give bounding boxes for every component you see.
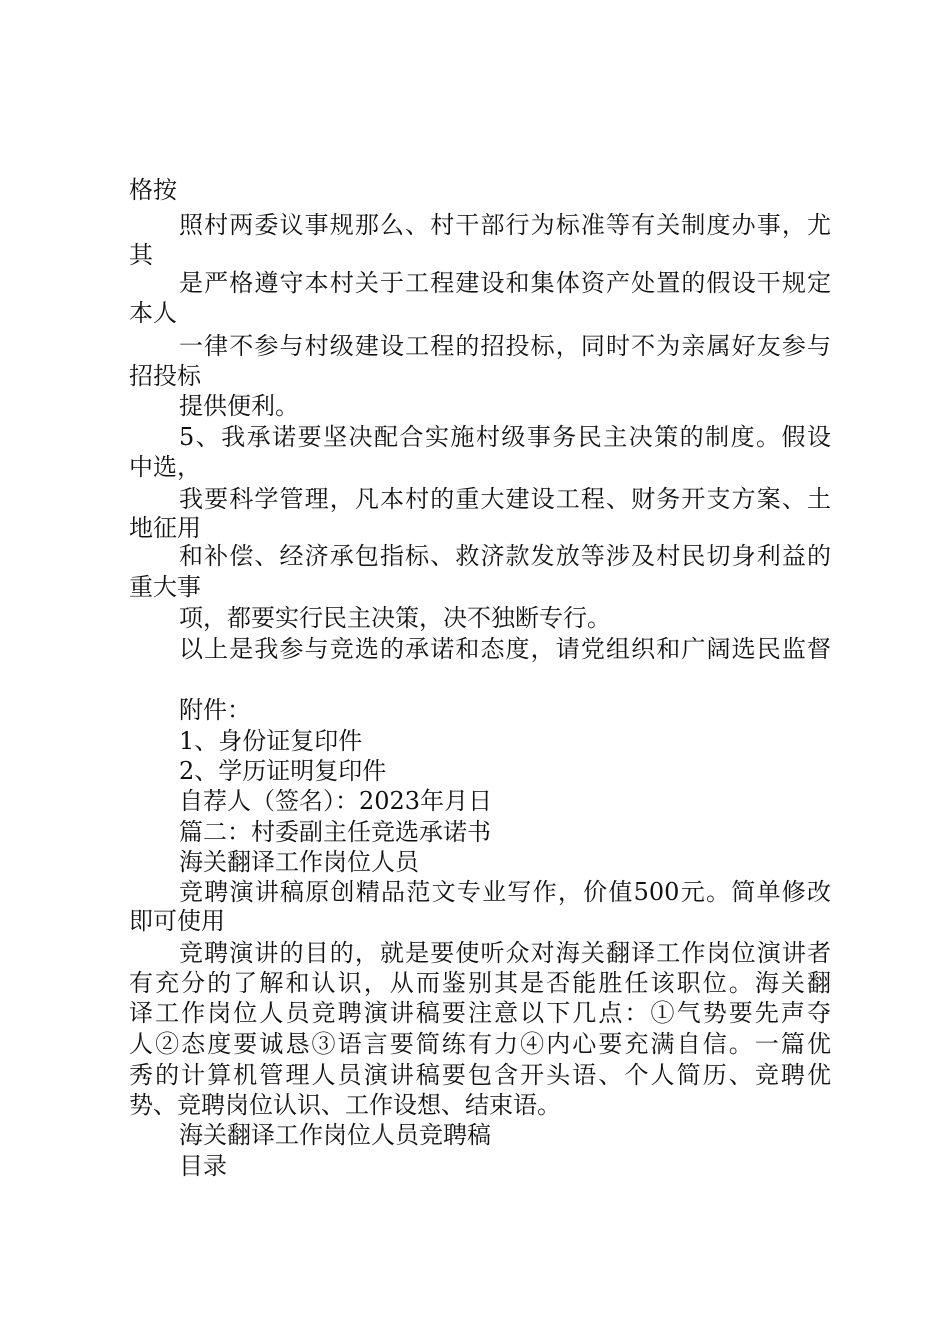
text-line: 提供便利。 bbox=[179, 392, 299, 420]
text-line: 势、竞聘岗位认识、工作设想、结束语。 bbox=[129, 1091, 561, 1119]
text-line: 2、学历证明复印件 bbox=[179, 757, 387, 785]
text-line: 即可使用 bbox=[129, 907, 225, 935]
text-line: 1、身份证复印件 bbox=[179, 727, 363, 755]
text-line: 其 bbox=[129, 241, 153, 269]
text-line: 格按 bbox=[129, 176, 177, 204]
text-line: 照村两委议事规那么、村干部行为标准等有关制度办事，尤 bbox=[179, 211, 831, 239]
text-line: 和补偿、经济承包指标、救济款发放等涉及村民切身利益的 bbox=[179, 542, 831, 570]
text-line: 地征用 bbox=[129, 514, 201, 542]
text-line: 是严格遵守本村关于工程建设和集体资产处置的假设干规定 bbox=[179, 269, 831, 297]
text-line: 海关翻译工作岗位人员 bbox=[179, 848, 419, 876]
text-line: 重大事 bbox=[129, 573, 201, 601]
text-line: 我要科学管理，凡本村的重大建设工程、财务开支方案、土 bbox=[179, 485, 831, 513]
text-line: 目录 bbox=[179, 1152, 227, 1180]
text-line: 附件： bbox=[179, 696, 251, 724]
text-line: 竞聘演讲稿原创精品范文专业写作，价值500元。简单修改 bbox=[179, 878, 831, 906]
text-line: 有充分的了解和认识，从而鉴别其是否能胜任该职位。海关翻 bbox=[129, 969, 831, 997]
text-line: 译工作岗位人员竞聘演讲稿要注意以下几点：①气势要先声夺 bbox=[129, 999, 831, 1027]
text-line: 以上是我参与竞选的承诺和态度，请党组织和广阔选民监督 bbox=[179, 635, 831, 663]
text-line: 中选， bbox=[129, 453, 201, 481]
text-line: 秀的计算机管理人员演讲稿要包含开头语、个人简历、竞聘优 bbox=[129, 1061, 831, 1089]
text-line: 一律不参与村级建设工程的招投标，同时不为亲属好友参与 bbox=[179, 332, 831, 360]
text-line: 项，都要实行民主决策，决不独断专行。 bbox=[179, 604, 611, 632]
text-line: 篇二：村委副主任竞选承诺书 bbox=[179, 818, 491, 846]
text-line: 招投标 bbox=[129, 362, 201, 390]
text-line: 海关翻译工作岗位人员竞聘稿 bbox=[179, 1121, 491, 1149]
text-line: 自荐人（签名）：2023年月日 bbox=[179, 787, 493, 815]
text-line: 竞聘演讲的目的，就是要使听众对海关翻译工作岗位演讲者 bbox=[179, 939, 831, 967]
text-line: 人②态度要诚恳③语言要简练有力④内心要充满自信。一篇优 bbox=[129, 1030, 831, 1058]
text-line: 本人 bbox=[129, 299, 177, 327]
text-line: 5、我承诺要坚决配合实施村级事务民主决策的制度。假设 bbox=[179, 423, 831, 451]
